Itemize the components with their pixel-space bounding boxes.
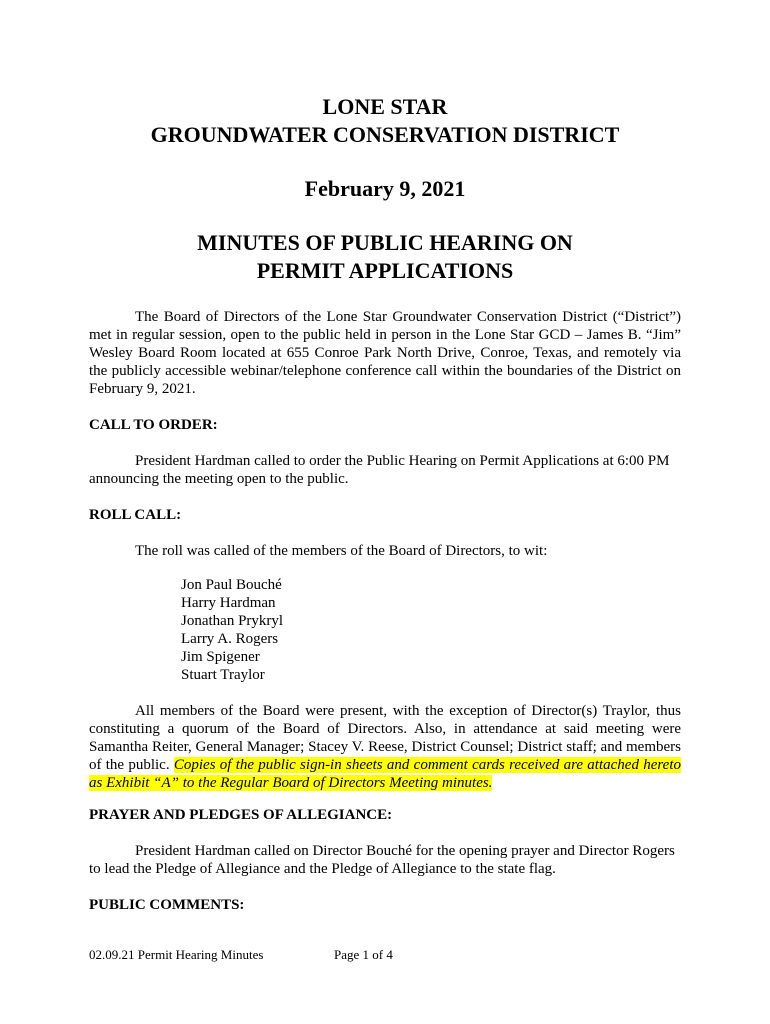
board-member-list xyxy=(181,576,283,684)
board-member: Jim Spigener xyxy=(181,649,260,665)
call-to-order-text: President Hardman called to order the Public Hearing on Permit Applications at 6:00 PM announcing the meeting open to the public. xyxy=(89,453,670,487)
document-title-line1: MINUTES OF PUBLIC HEARING ON xyxy=(197,230,573,255)
board-member: Harry Hardman xyxy=(181,595,276,611)
document-title-line2: PERMIT APPLICATIONS xyxy=(256,258,514,283)
board-member: Jon Paul Bouché xyxy=(181,577,282,593)
board-member: Stuart Traylor xyxy=(181,667,265,683)
highlighted-exhibit-note: Copies of the public sign-in sheets and comment cards received are attached hereto as Exhibit “A” to the Regular Board of Directors Meeting minutes. xyxy=(89,757,681,791)
public-comments-heading: PUBLIC COMMENTS: xyxy=(89,897,245,913)
attendance-paragraph xyxy=(89,702,681,792)
board-member: Jonathan Prykryl xyxy=(181,613,284,629)
footer-page-number: Page 1 of 4 xyxy=(334,947,393,962)
roll-call-intro: The roll was called of the members of the Board of Directors, to wit: xyxy=(135,543,548,559)
prayer-heading: PRAYER AND PLEDGES OF ALLEGIANCE: xyxy=(89,807,393,823)
prayer-text: President Hardman called on Director Bouché for the opening prayer and Director Rogers to lead the Pledge of Allegiance and the Pledge of Allegiance to the state flag. xyxy=(89,843,675,877)
roll-call-heading: ROLL CALL: xyxy=(89,507,182,523)
meeting-date: February 9, 2021 xyxy=(304,176,466,201)
board-member: Larry A. Rogers xyxy=(181,631,279,647)
call-to-order-heading: CALL TO ORDER: xyxy=(89,417,218,433)
attendance-text: All members of the Board were present, with the exception of Director(s) Traylor, thus constituting a quorum of the Board of Directors. Also, in attendance at said meeting were Samantha Reiter, General Manager; Stacey V. Reese, District Counsel; District staff; and members of the public. xyxy=(89,703,681,773)
org-name-line1: LONE STAR xyxy=(322,94,448,119)
footer-document-name: 02.09.21 Permit Hearing Minutes xyxy=(89,947,264,962)
org-name-line2: GROUNDWATER CONSERVATION DISTRICT xyxy=(150,122,620,147)
intro-paragraph: The Board of Directors of the Lone Star Groundwater Conservation District (“District”) met in regular session, open to the public held in person in the Lone Star GCD – James B. “Jim” Wesley Board Room located at 655 Conroe Park North Drive, Conroe, Texas, and remotely via the publicly accessible webinar/telephone conference call within the boundaries of the District on February 9, 2021. xyxy=(89,309,681,397)
